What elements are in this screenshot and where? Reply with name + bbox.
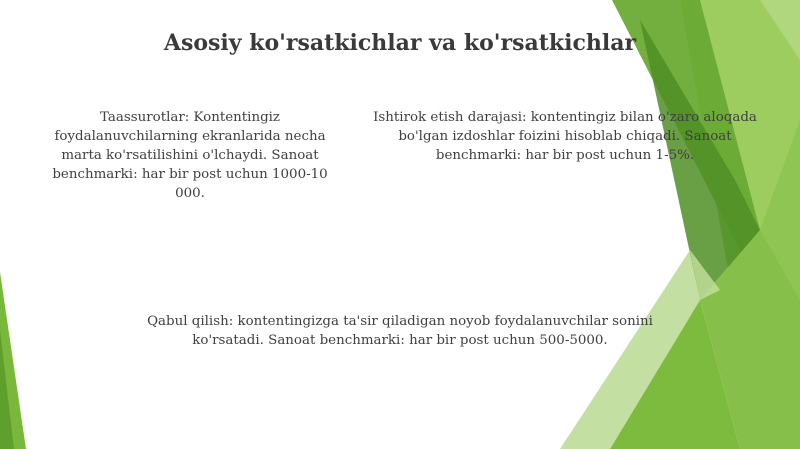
text-block-reach: Qabul qilish: kontentingizga ta'sir qiladigan noyob foydalanuvchilar sonini ko'rsatadi. Sanoat benchmarki: har bir post uchun 500-5000. [147, 314, 653, 348]
text-block-impressions: Taassurotlar: Kontentingiz foydalanuvchilarning ekranlarida necha marta ko'rsatilishini o'lchaydi. Sanoat benchmarki: har bir post uchun 1000-10 000. [52, 110, 328, 201]
slide-title: Asosiy ko'rsatkichlar va ko'rsatkichlar [163, 30, 637, 56]
text-block-engagement: Ishtirok etish darajasi: kontentingiz bilan o'zaro aloqada bo'lgan izdoshlar foizini hisoblab chiqadi. Sanoat benchmarki: har bir post uchun 1-5%. [373, 110, 757, 163]
